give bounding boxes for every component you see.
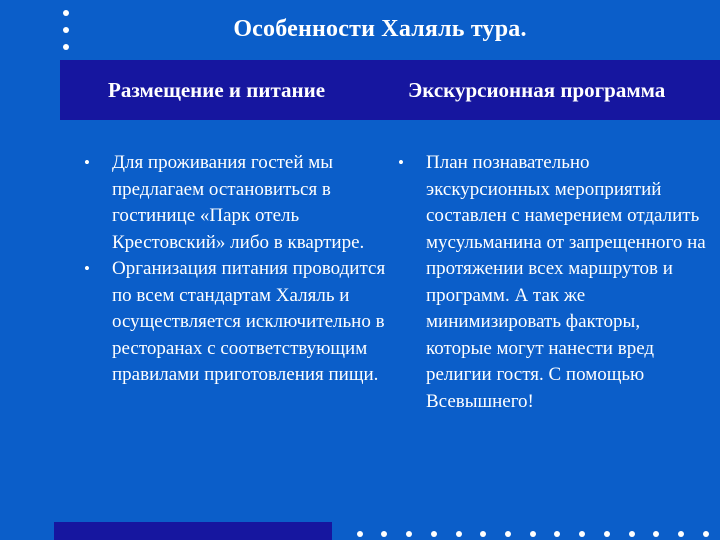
- decor-dot: [505, 531, 511, 537]
- bullet-text: Организация питания проводится по всем стандартам Халяль и осуществляется исключительно в ресторанах с соответствующим правилами приготовления пищи.: [112, 258, 386, 385]
- decor-dot: [629, 531, 635, 537]
- column-heading-accommodation: Размещение и питание: [108, 78, 326, 102]
- bullet-item: [84, 256, 394, 389]
- decor-dot: [381, 531, 387, 537]
- decor-dot: [678, 531, 684, 537]
- decor-dot: [703, 531, 709, 537]
- bullet-marker: •: [84, 153, 90, 172]
- decor-dot: [530, 531, 536, 537]
- decor-dot: [554, 531, 560, 537]
- decor-dot: [456, 531, 462, 537]
- decor-dot: [480, 531, 486, 537]
- column-heading-excursions: Экскурсионная программа: [408, 78, 666, 102]
- bullet-item: [84, 150, 394, 256]
- bullet-marker: •: [84, 259, 90, 278]
- decor-dot: [579, 531, 585, 537]
- accommodation-bullet-list: [84, 150, 394, 389]
- decor-dot: [653, 531, 659, 537]
- bullet-text: Для проживания гостей мы предлагаем остановиться в гостинице «Парк отель Крестовский» либо в квартире.: [112, 152, 365, 253]
- decor-dot: [406, 531, 412, 537]
- footer-band: [54, 522, 332, 540]
- bullet-item: [398, 150, 708, 415]
- bullet-marker: •: [398, 153, 404, 172]
- excursion-bullet-list: [398, 150, 708, 415]
- decor-dot: [63, 44, 69, 50]
- decor-dot: [604, 531, 610, 537]
- slide-title: Особенности Халяль тура.: [233, 16, 527, 42]
- bullet-text: План познавательно экскурсионных мероприятий составлен с намерением отдалить мусульманина от запрещенного на протяжении всех маршрутов и программ. А так же минимизировать факторы, которые могут нанести вред религии гостя. С помощью Всевышнего!: [426, 152, 706, 412]
- decor-dot: [357, 531, 363, 537]
- decor-dot: [431, 531, 437, 537]
